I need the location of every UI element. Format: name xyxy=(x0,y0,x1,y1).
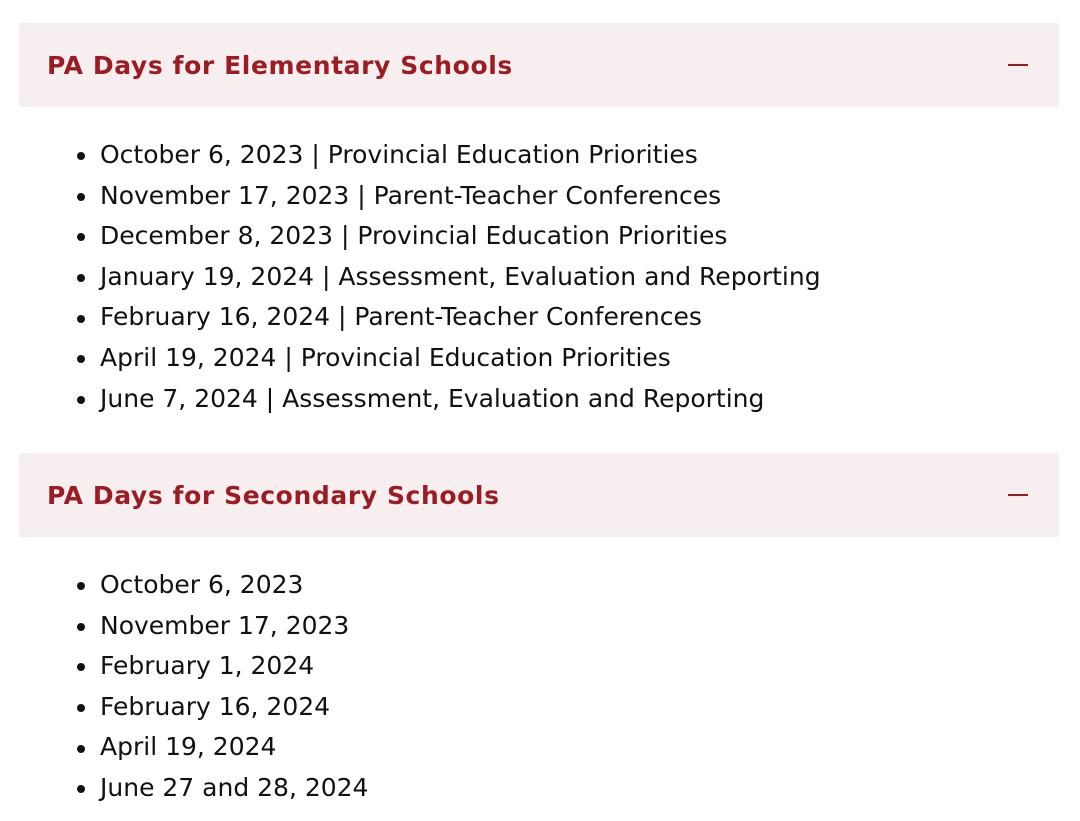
accordion-body-elementary xyxy=(19,135,1059,419)
list-item xyxy=(19,338,1059,379)
pa-days-list xyxy=(19,135,1059,419)
collapse-toggle-button[interactable] xyxy=(1007,484,1029,506)
list-item-text: April 19, 2024 xyxy=(100,732,277,762)
accordion-title: PA Days for Secondary Schools xyxy=(47,480,500,510)
list-item xyxy=(19,606,1059,647)
bullet-icon xyxy=(77,623,85,631)
bullet-icon xyxy=(77,355,85,363)
bullet-icon xyxy=(77,274,85,282)
accordion-body-secondary xyxy=(19,565,1059,809)
list-item-text: December 8, 2023 | Provincial Education Priorities xyxy=(100,221,728,251)
accordion-elementary xyxy=(19,23,1059,419)
list-item-text: February 16, 2024 | Parent-Teacher Conferences xyxy=(100,302,702,332)
list-item xyxy=(19,565,1059,606)
accordion-secondary xyxy=(19,453,1059,809)
list-item xyxy=(19,727,1059,768)
bullet-icon xyxy=(77,745,85,753)
bullet-icon xyxy=(77,704,85,712)
bullet-icon xyxy=(77,785,85,793)
list-item xyxy=(19,379,1059,420)
bullet-icon xyxy=(77,152,85,160)
bullet-icon xyxy=(77,193,85,201)
list-item-text: June 7, 2024 | Assessment, Evaluation and Reporting xyxy=(100,383,765,413)
list-item-text: January 19, 2024 | Assessment, Evaluation and Reporting xyxy=(100,261,821,291)
list-item xyxy=(19,646,1059,687)
list-item xyxy=(19,257,1059,298)
bullet-icon xyxy=(77,396,85,404)
minus-icon xyxy=(1008,494,1028,496)
bullet-icon xyxy=(77,315,85,323)
list-item xyxy=(19,768,1059,809)
accordion-title: PA Days for Elementary Schools xyxy=(47,50,513,80)
pa-days-list xyxy=(19,565,1059,809)
list-item xyxy=(19,176,1059,217)
list-item-text: April 19, 2024 | Provincial Education Priorities xyxy=(100,342,671,372)
list-item-text: October 6, 2023 | Provincial Education Priorities xyxy=(100,140,698,169)
bullet-icon xyxy=(77,233,85,241)
list-item-text: June 27 and 28, 2024 xyxy=(100,772,369,802)
list-item xyxy=(19,135,1059,176)
minus-icon xyxy=(1008,64,1028,66)
list-item-text: October 6, 2023 xyxy=(100,570,304,599)
bullet-icon xyxy=(77,582,85,590)
list-item-text: February 16, 2024 xyxy=(100,691,331,721)
accordion-header-elementary[interactable] xyxy=(19,23,1059,107)
bullet-icon xyxy=(77,663,85,671)
collapse-toggle-button[interactable] xyxy=(1007,54,1029,76)
list-item-text: February 1, 2024 xyxy=(100,651,315,681)
list-item xyxy=(19,297,1059,338)
list-item xyxy=(19,687,1059,728)
accordion-header-secondary[interactable] xyxy=(19,453,1059,537)
list-item-text: November 17, 2023 xyxy=(100,610,350,640)
list-item xyxy=(19,216,1059,257)
list-item-text: November 17, 2023 | Parent-Teacher Conferences xyxy=(100,180,722,210)
